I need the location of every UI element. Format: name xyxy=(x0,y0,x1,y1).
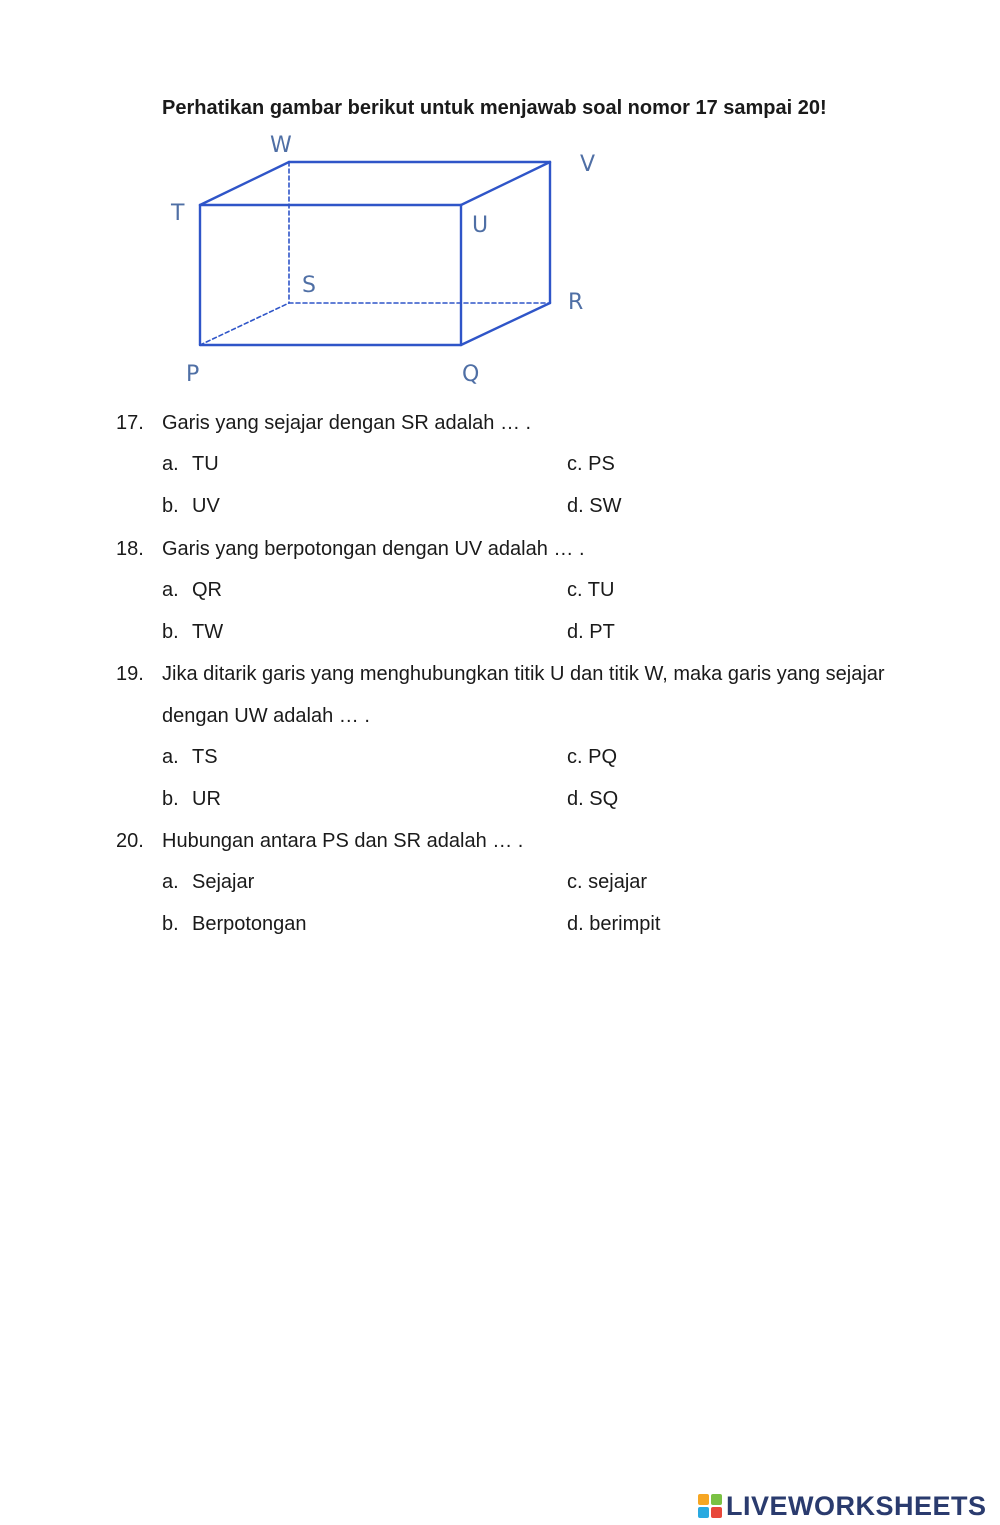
option-18d[interactable] xyxy=(567,621,615,644)
cuboid-edges xyxy=(200,162,550,345)
vertex-label-s: S xyxy=(302,273,316,298)
vertex-label-u: U xyxy=(472,213,489,238)
option-text: UV xyxy=(192,495,220,517)
option-17b[interactable] xyxy=(162,495,220,518)
option-17d[interactable] xyxy=(567,495,621,518)
option-text: QR xyxy=(192,579,222,601)
option-text: UR xyxy=(192,788,221,810)
logo-square xyxy=(711,1494,722,1505)
option-17c[interactable] xyxy=(567,453,615,476)
vertex-label-w: W xyxy=(270,133,292,158)
question-text-continued: dengan UW adalah … . xyxy=(162,705,370,727)
option-text: TW xyxy=(192,621,224,643)
option-letter: a. xyxy=(162,579,179,601)
vertex-label-r: R xyxy=(568,290,584,315)
option-text: sejajar xyxy=(588,871,648,893)
option-text: PT xyxy=(589,621,615,643)
edge-TW xyxy=(200,162,289,205)
cuboid-diagram xyxy=(160,125,620,390)
option-letter: a. xyxy=(162,453,179,475)
logo-square xyxy=(698,1494,709,1505)
option-text: berimpit xyxy=(589,913,661,935)
option-letter: b. xyxy=(162,621,179,643)
option-letter: b. xyxy=(162,788,179,810)
cuboid-figure xyxy=(160,125,620,390)
option-17a[interactable] xyxy=(162,453,219,476)
edge-PS xyxy=(200,303,289,345)
question-text: Garis yang sejajar dengan SR adalah … . xyxy=(162,412,532,434)
option-20d[interactable] xyxy=(567,913,660,936)
logo-grid-icon xyxy=(698,1494,722,1518)
option-19b[interactable] xyxy=(162,788,221,811)
option-18b[interactable] xyxy=(162,621,223,644)
option-text: TS xyxy=(192,746,218,768)
option-letter: d. xyxy=(567,788,584,810)
option-text: PS xyxy=(588,453,615,475)
option-letter: d. xyxy=(567,621,584,643)
option-text: TU xyxy=(192,453,219,475)
option-text: SW xyxy=(589,495,622,517)
option-letter: a. xyxy=(162,746,179,768)
question-text: Garis yang berpotongan dengan UV adalah … . xyxy=(162,538,585,560)
option-19c[interactable] xyxy=(567,746,617,769)
option-letter: c. xyxy=(567,453,583,475)
liveworksheets-logo xyxy=(698,1491,987,1521)
option-20a[interactable] xyxy=(162,871,254,894)
vertex-label-t: T xyxy=(171,201,185,226)
option-18c[interactable] xyxy=(567,579,614,602)
logo-square xyxy=(698,1507,709,1518)
option-text: Berpotongan xyxy=(192,913,307,935)
edge-UV xyxy=(461,162,550,205)
option-19a[interactable] xyxy=(162,746,218,769)
option-text: TU xyxy=(587,579,615,601)
option-text: PQ xyxy=(588,746,618,768)
logo-square xyxy=(711,1507,722,1518)
question-number: 19. xyxy=(116,663,144,685)
instruction-heading: Perhatikan gambar berikut untuk menjawab soal nomor 17 sampai 20! xyxy=(162,97,827,119)
option-letter: d. xyxy=(567,495,584,517)
option-text: Sejajar xyxy=(192,871,255,893)
option-letter: c. xyxy=(567,871,583,893)
edge-QR xyxy=(461,303,550,345)
option-20b[interactable] xyxy=(162,913,307,936)
option-letter: d. xyxy=(567,913,584,935)
option-18a[interactable] xyxy=(162,579,222,602)
question-text: Hubungan antara PS dan SR adalah … . xyxy=(162,830,524,852)
option-text: SQ xyxy=(589,788,619,810)
question-number: 17. xyxy=(116,412,144,434)
vertex-label-p: P xyxy=(186,362,200,387)
question-number: 18. xyxy=(116,538,144,560)
option-letter: b. xyxy=(162,913,179,935)
option-letter: a. xyxy=(162,871,179,893)
vertex-label-q: Q xyxy=(462,362,480,387)
question-number: 20. xyxy=(116,830,144,852)
option-letter: b. xyxy=(162,495,179,517)
option-19d[interactable] xyxy=(567,788,618,811)
option-letter: c. xyxy=(567,746,583,768)
brand-name: LIVEWORKSHEETS xyxy=(726,1490,987,1521)
vertex-label-v: V xyxy=(580,152,596,177)
option-letter: c. xyxy=(567,579,583,601)
question-text: Jika ditarik garis yang menghubungkan titik U dan titik W, maka garis yang sejajar xyxy=(162,663,885,685)
option-20c[interactable] xyxy=(567,871,647,894)
